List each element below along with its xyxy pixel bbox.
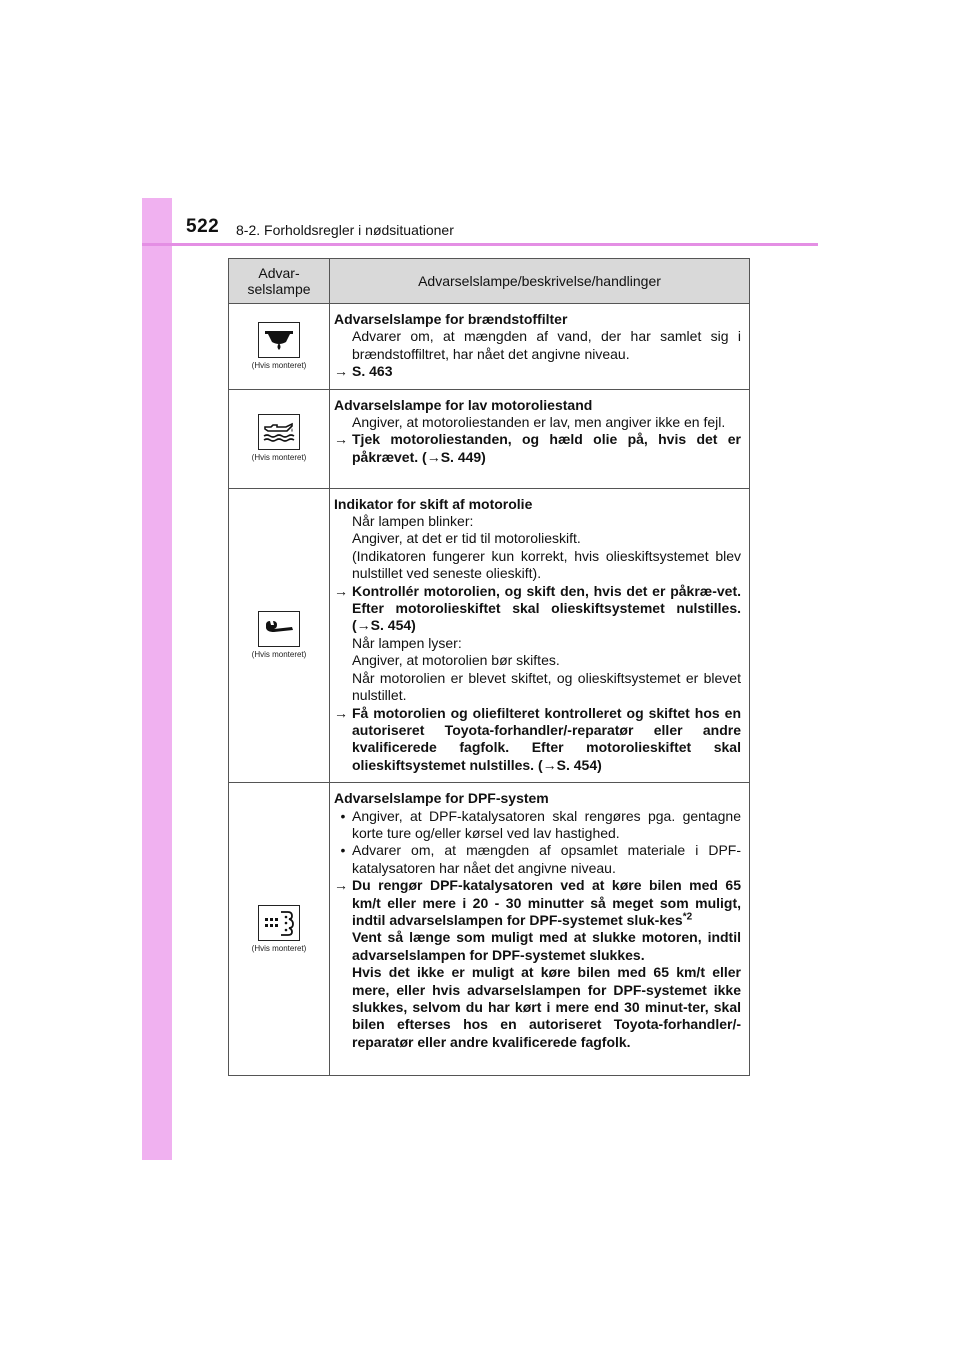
description-text: Angiver, at det er tid til motorolieskift.: [352, 530, 581, 547]
description-cell: [330, 783, 750, 1076]
bullet-item: • Angiver, at DPF-katalysatoren skal rengøres pga. gentagne korte ture og/eller kørsel ved lav hastighed.: [340, 807, 741, 841]
description-text: Angiver, at motorolien bør skiftes.: [352, 652, 560, 669]
lamp-title: Advarselslampe for brændstoffilter: [334, 311, 568, 327]
lamp-cell: [229, 488, 330, 783]
footnote-marker: *2: [682, 911, 693, 923]
arrow-icon: →: [334, 431, 348, 448]
table-row: [229, 488, 750, 783]
page-number: 522: [186, 216, 220, 237]
lamp-title: Indikator for skift af motorolie: [334, 495, 533, 512]
table-row: [229, 304, 750, 390]
column-header-lamp: Advar- selslampe: [229, 259, 330, 304]
arrow-icon: →: [334, 363, 348, 380]
arrow-icon: →: [356, 617, 371, 634]
description-cell: [330, 304, 750, 390]
dpf-system-icon: [258, 905, 300, 941]
status-label: Når lampen lyser:: [352, 634, 462, 651]
bullet-item: • Advarer om, at mængden af opsamlet materiale i DPF-katalysatoren har nået det angivne niveau.: [340, 842, 741, 876]
arrow-icon: →: [426, 448, 441, 465]
section-title: 8-2. Forholdsregler i nødsituationer: [236, 222, 454, 238]
description-cell: [330, 488, 750, 783]
description-text: (Indikatoren fungerer kun korrekt, hvis olieskiftsystemet blev nulstillet ved seneste olieskift).: [352, 547, 741, 582]
description-text: Advarer om, at mængden af vand, der har samlet sig i brændstoffiltret, har nået det angivne niveau.: [352, 328, 741, 362]
fitted-note: (Hvis monteret): [251, 453, 307, 463]
section-side-tab: [142, 198, 172, 1160]
arrow-icon: →: [542, 756, 557, 773]
fitted-note: (Hvis monteret): [251, 360, 307, 370]
lamp-cell: [229, 389, 330, 488]
arrow-icon: →: [334, 877, 348, 894]
follow-up-text: Vent så længe som muligt med at slukke motoren, indtil advarselslampen for DPF-systemet slukkes.: [352, 929, 741, 963]
action-instruction: → Få motorolien og oliefilteret kontrolleret og skiftet hos en autoriseret Toyota-forhandler/-reparatør eller andre kvalificerede fagfolk. Efter motorolieskiftet skal olieskiftsystemet nulstilles. (→S. 454): [334, 704, 741, 773]
action-instruction: → Kontrollér motorolien, og skift den, hvis det er påkræ-vet. Efter motorolieskiftet skal olieskiftsystemet nulstilles. (→S. 454): [334, 582, 741, 634]
lamp-cell: [229, 304, 330, 390]
fitted-note: (Hvis monteret): [251, 943, 307, 953]
arrow-icon: →: [334, 582, 348, 599]
fuel-filter-warning-icon: [258, 322, 300, 358]
lamp-title: Advarselslampe for DPF-system: [334, 790, 549, 807]
fitted-note: (Hvis monteret): [251, 649, 307, 659]
follow-up-text: Hvis det ikke er muligt at køre bilen med 65 km/t eller mere, eller hvis advarselslampen for DPF-systemet ikke slukkes, selvom du har kørt i mere end 30 minut-ter, skal bilen efterses hos en autoriseret Toyota-forhandler/-reparatør eller andre kvalificerede fagfolk.: [352, 964, 741, 1050]
oil-change-wrench-icon: [258, 611, 300, 647]
action-reference: → S. 463: [334, 363, 393, 380]
low-oil-level-icon: [258, 414, 300, 450]
action-instruction: → Tjek motoroliestanden, og hæld olie på, hvis det er påkrævet. (→S. 449): [334, 431, 741, 465]
description-cell: [330, 389, 750, 488]
action-instruction: → Du rengør DPF-katalysatoren ved at køre bilen med 65 km/t eller mere i 20 - 30 minutter så meget som muligt, indtil advarselslampen for DPF-systemet sluk-kes$^{*2}$: [334, 877, 741, 928]
description-text: Angiver, at motoroliestanden er lav, men angiver ikke en fejl.: [352, 414, 726, 431]
header-rule: [142, 243, 818, 246]
table-row: [229, 783, 750, 1076]
table-row: [229, 389, 750, 488]
arrow-icon: →: [334, 704, 348, 721]
lamp-cell: [229, 783, 330, 1076]
description-text: Når motorolien er blevet skiftet, og olieskiftsystemet er blevet nulstillet.: [352, 669, 741, 704]
status-label: Når lampen blinker:: [352, 513, 474, 530]
lamp-title: Advarselslampe for lav motoroliestand: [334, 396, 593, 413]
warning-lamp-table: [228, 258, 750, 1076]
column-header-description: Advarselslampe/beskrivelse/handlinger: [330, 259, 750, 304]
